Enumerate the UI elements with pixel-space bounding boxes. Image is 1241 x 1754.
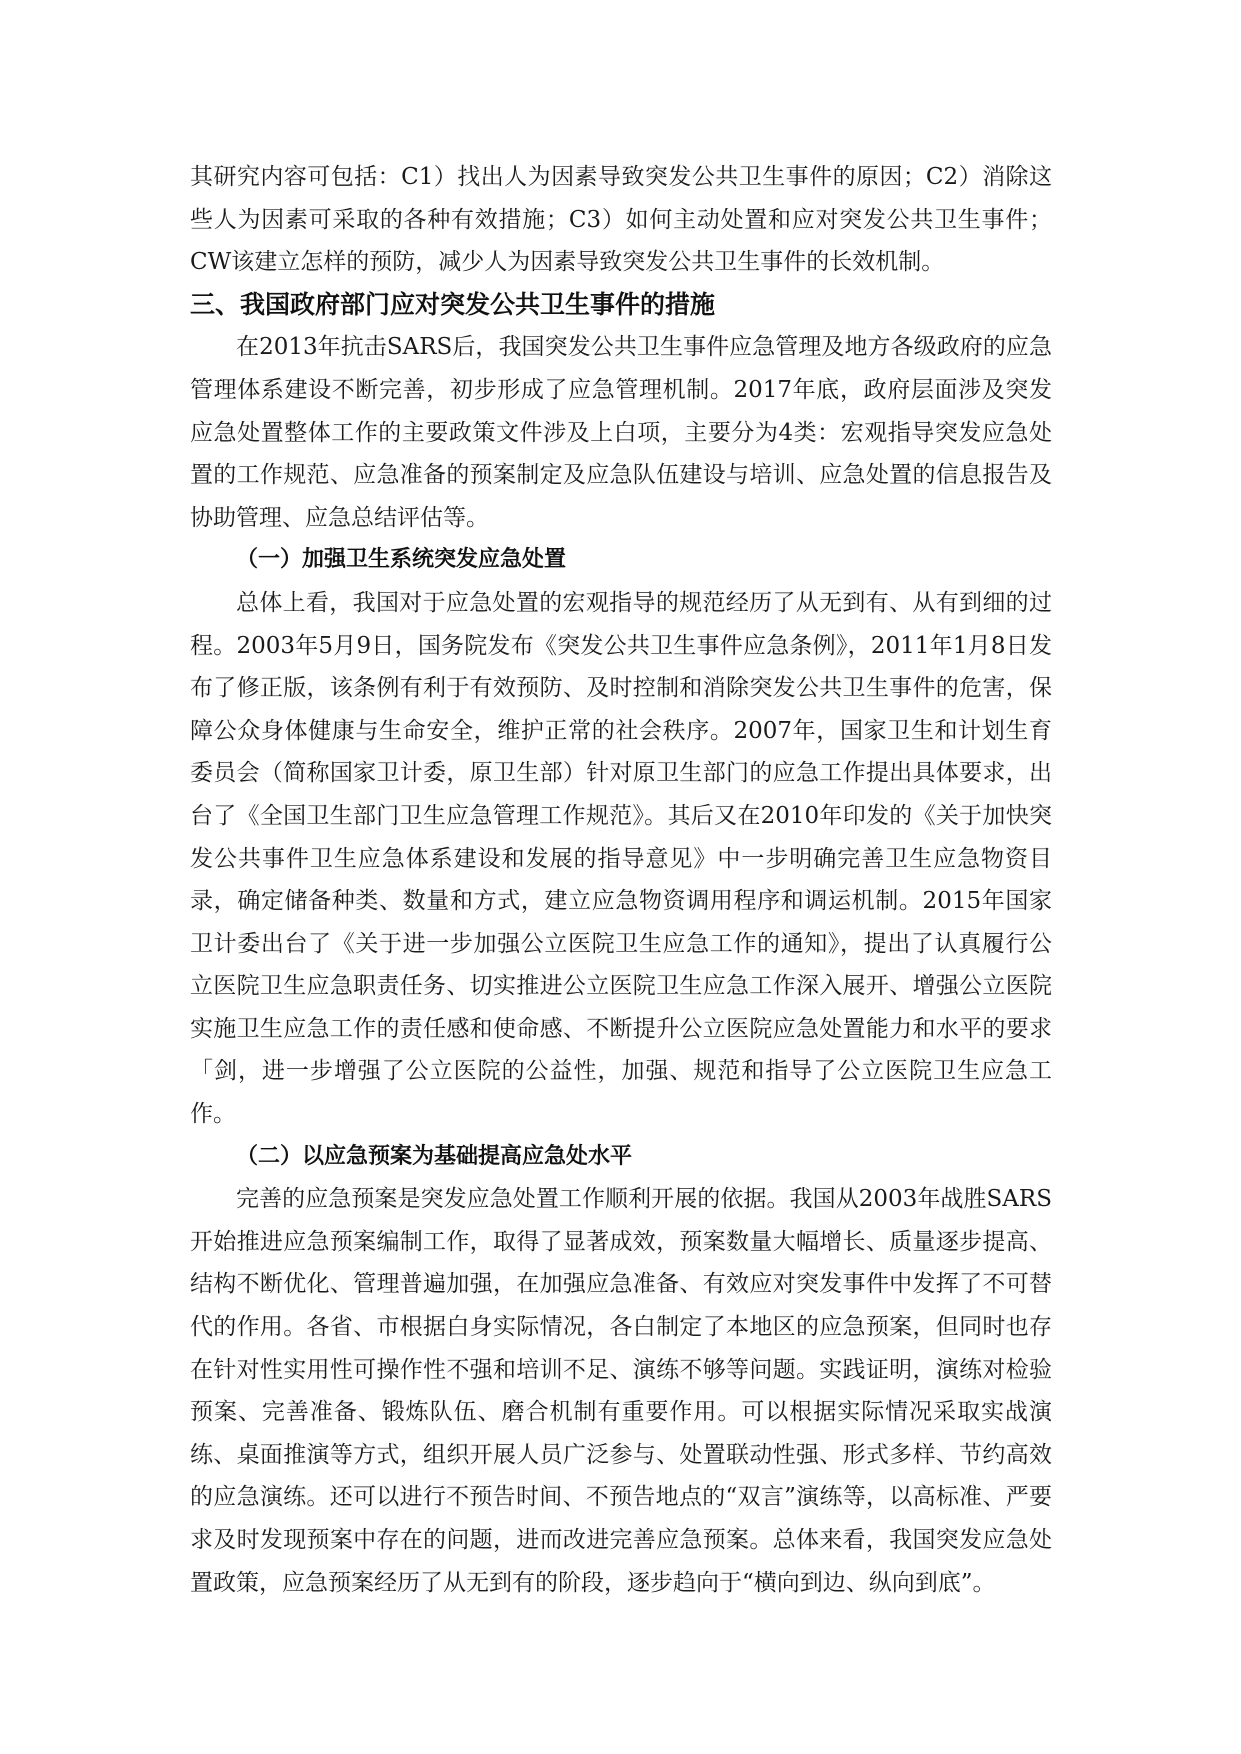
intro-paragraph: 其研究内容可包括：C1）找出人为因素导致突发公共卫生事件的原因；C2）消除这些人为因素可采取的各种有效措施；C3）如何主动处置和应对突发公共卫生事件；CW该建立怎样的预防，减少人为因素导致突发公共卫生事件的长效机制。 xyxy=(190,164,1052,276)
section-paragraph: 在2013年抗击SARS后，我国突发公共卫生事件应急管理及地方各级政府的应急管理体系建设不断完善，初步形成了应急管理机制。2017年底，政府层面涉及突发应急处置整体工作的主要政策文件涉及上白项，主要分为4类：宏观指导突发应急处置的工作规范、应急准备的预案制定及应急队伍建设与培训、应急处置的信息报告及协助管理、应急总结评估等。 xyxy=(190,334,1052,531)
subsection-1-heading: （一）加强卫生系统突发应急处置 xyxy=(236,547,567,573)
subsection-1-paragraph: 总体上看，我国对于应急处置的宏观指导的规范经历了从无到有、从有到细的过程。2003年5月9日，国务院发布《突发公共卫生事件应急条例》，2011年1月8日发布了修正版，该条例有利于有效预防、及时控制和消除突发公共卫生事件的危害，保障公众身体健康与生命安全，维护正常的社会秩序。2007年，国家卫生和计划生育委员会（简称国家卫计委，原卫生部）针对原卫生部门的应急工作提出具体要求，出台了《全国卫生部门卫生应急管理工作规范》。其后又在2010年印发的《关于加快突发公共事件卫生应急体系建设和发展的指导意见》中一步明确完善卫生应急物资目录，确定储备种类、数量和方式，建立应急物资调用程序和调运机制。2015年国家卫计委出台了《关于进一步加强公立医院卫生应急工作的通知》，提出了认真履行公立医院卫生应急职责任务、切实推进公立医院卫生应急工作深入展开、增强公立医院实施卫生应急工作的责任感和使命感、不断提升公立医院应急处置能力和水平的要求「剑，进一步增强了公立医院的公益性，加强、规范和指导了公立医院卫生应急工作。 xyxy=(190,589,1052,1128)
section-heading: 三、我国政府部门应对突发公共卫生事件的措施 xyxy=(190,289,716,319)
subsection-2-heading: （二）以应急预案为基础提高应急处水平 xyxy=(236,1143,633,1169)
subsection-2-paragraph: 完善的应急预案是突发应急处置工作顺利开展的依据。我国从2003年战胜SARS开始推进应急预案编制工作，取得了显著成效，预案数量大幅增长、质量逐步提高、结构不断优化、管理普遍加强，在加强应急准备、有效应对突发事件中发挥了不可替代的作用。各省、市根据白身实际情况，各白制定了本地区的应急预案，但同时也存在针对性实用性可操作性不强和培训不足、演练不够等问题。实践证明，演练对检验预案、完善准备、锻炼队伍、磨合机制有重要作用。可以根据实际情况采取实战演练、桌面推演等方式，组织开展人员广泛参与、处置联动性强、形式多样、节约高效的应急演练。还可以进行不预告时间、不预告地点的“双言”演练等，以高标准、严要求及时发现预案中存在的问题，进而改进完善应急预案。总体来看，我国突发应急处置政策，应急预案经历了从无到有的阶段，逐步趋向于“横向到边、纵向到底”。 xyxy=(190,1186,1052,1596)
document-body xyxy=(190,156,1052,1604)
